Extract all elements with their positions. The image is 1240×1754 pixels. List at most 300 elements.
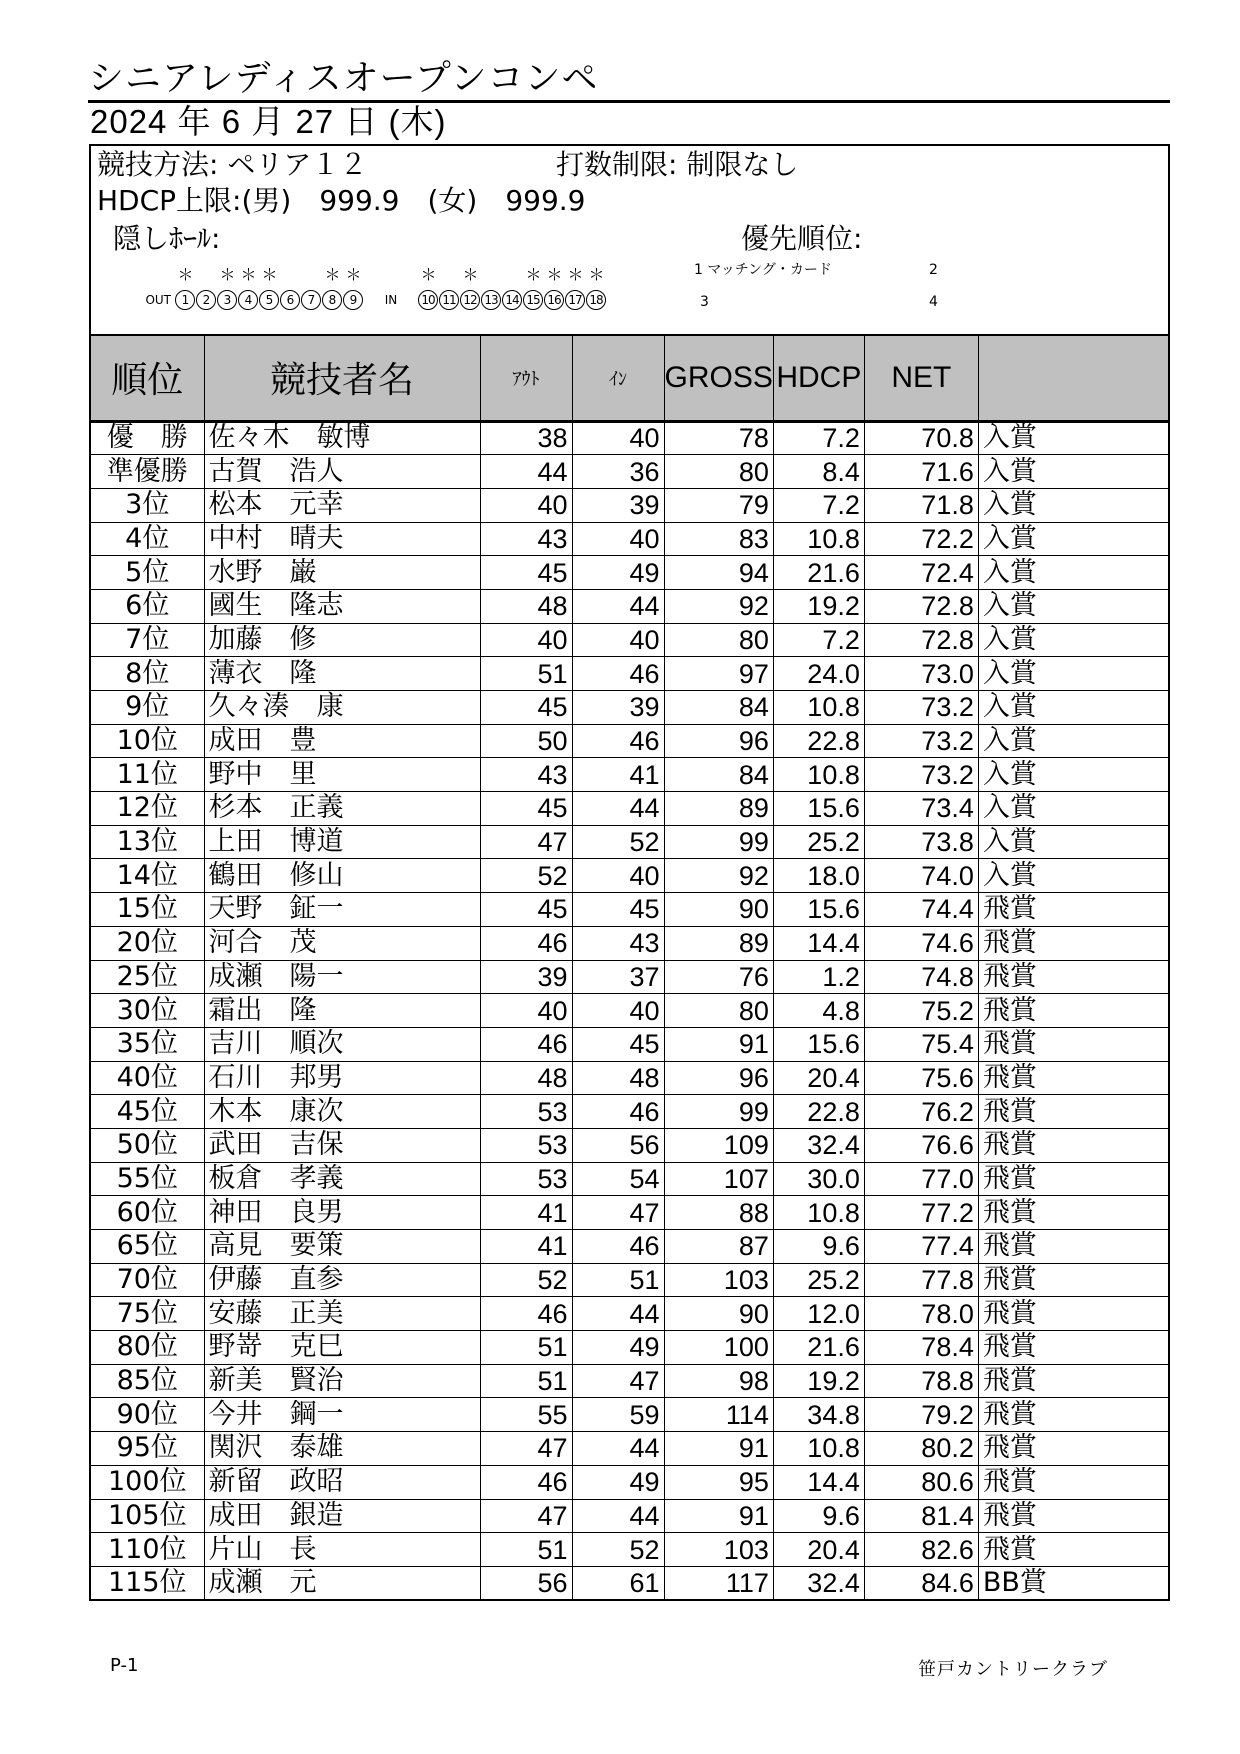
rank-cell: 80位	[90, 1331, 204, 1365]
table-row	[90, 455, 1169, 489]
table-row	[90, 556, 1169, 590]
name-cell: 天野 鉦一	[204, 893, 480, 927]
hdcp-value: 21.6	[773, 556, 864, 590]
name-cell: 安藤 正美	[204, 1297, 480, 1331]
hole-number: 17	[565, 290, 585, 310]
in-score: 41	[572, 758, 664, 792]
out-score: 52	[480, 1263, 572, 1297]
rank-cell: 5位	[90, 556, 204, 590]
award-cell: 入賞	[978, 859, 1169, 893]
hdcp-value: 20.4	[773, 1533, 864, 1567]
table-row	[90, 522, 1169, 556]
rank-cell: 55位	[90, 1162, 204, 1196]
hidden-hole-star-icon: ＊	[588, 265, 605, 284]
hole-number: 14	[502, 290, 522, 310]
in-score: 51	[572, 1263, 664, 1297]
gross-score: 99	[664, 1095, 773, 1129]
gross-score: 80	[664, 994, 773, 1028]
out-score: 48	[480, 1061, 572, 1095]
header-out: ｱｳﾄ	[480, 335, 572, 421]
hole-number: 5	[259, 290, 279, 310]
hdcp-value: 32.4	[773, 1566, 864, 1600]
rank-cell: 105位	[90, 1499, 204, 1533]
method-line	[97, 148, 367, 182]
in-score: 40	[572, 623, 664, 657]
name-cell: 古賀 浩人	[204, 455, 480, 489]
hdcp-value: 22.8	[773, 724, 864, 758]
hdcp-value: 15.6	[773, 1027, 864, 1061]
hdcp-value: 14.4	[773, 926, 864, 960]
hidden-holes-label: 隠しﾎｰﾙ:	[113, 222, 221, 255]
in-score: 46	[572, 724, 664, 758]
award-cell: 入賞	[978, 421, 1169, 455]
out-score: 45	[480, 691, 572, 725]
hdcp-value: 24.0	[773, 657, 864, 691]
out-score: 46	[480, 926, 572, 960]
name-cell: 神田 良男	[204, 1196, 480, 1230]
out-score: 53	[480, 1128, 572, 1162]
out-score: 41	[480, 1230, 572, 1264]
award-cell: 飛賞	[978, 1196, 1169, 1230]
table-row	[90, 1465, 1169, 1499]
award-cell: 入賞	[978, 724, 1169, 758]
in-score: 52	[572, 825, 664, 859]
table-row	[90, 724, 1169, 758]
hidden-hole-star-icon: ＊	[219, 265, 236, 284]
rank-cell: 11位	[90, 758, 204, 792]
in-score: 40	[572, 522, 664, 556]
club-name: 笹戸カントリークラブ	[918, 1659, 1108, 1680]
rank-cell: 優 勝	[90, 421, 204, 455]
hole-number: 13	[481, 290, 501, 310]
header-rank: 順位	[90, 335, 204, 421]
award-cell: 飛賞	[978, 1465, 1169, 1499]
net-score: 76.6	[864, 1128, 978, 1162]
hdcp-value: 10.8	[773, 1432, 864, 1466]
rank-cell: 15位	[90, 893, 204, 927]
rank-cell: 13位	[90, 825, 204, 859]
hdcp-value: 9.6	[773, 1230, 864, 1264]
gross-score: 95	[664, 1465, 773, 1499]
out-score: 48	[480, 589, 572, 623]
gross-score: 87	[664, 1230, 773, 1264]
table-row	[90, 1566, 1169, 1600]
rank-cell: 75位	[90, 1297, 204, 1331]
award-cell: 飛賞	[978, 1162, 1169, 1196]
award-cell: 入賞	[978, 825, 1169, 859]
out-score: 55	[480, 1398, 572, 1432]
rank-cell: 6位	[90, 589, 204, 623]
hdcp-value: 10.8	[773, 1196, 864, 1230]
net-score: 77.4	[864, 1230, 978, 1264]
hole-number: 1	[175, 290, 195, 310]
name-cell: 野中 里	[204, 758, 480, 792]
award-cell: 飛賞	[978, 1364, 1169, 1398]
net-score: 79.2	[864, 1398, 978, 1432]
priority-3: 3	[700, 294, 709, 310]
gross-score: 98	[664, 1364, 773, 1398]
hidden-hole-star-icon: ＊	[462, 265, 479, 284]
out-score: 51	[480, 1331, 572, 1365]
in-score: 46	[572, 657, 664, 691]
hidden-hole-star-icon: ＊	[177, 265, 194, 284]
hdcp-value: 21.6	[773, 1331, 864, 1365]
table-row	[90, 1095, 1169, 1129]
name-cell: 上田 博道	[204, 825, 480, 859]
name-cell: 成田 銀造	[204, 1499, 480, 1533]
hdcp-value: 7.2	[773, 623, 864, 657]
out-score: 46	[480, 1297, 572, 1331]
net-score: 81.4	[864, 1499, 978, 1533]
gross-score: 91	[664, 1499, 773, 1533]
gross-score: 96	[664, 724, 773, 758]
rank-cell: 90位	[90, 1398, 204, 1432]
hidden-hole-star-icon: ＊	[420, 265, 437, 284]
net-score: 82.6	[864, 1533, 978, 1567]
net-score: 78.8	[864, 1364, 978, 1398]
award-cell: BB賞	[978, 1566, 1169, 1600]
hidden-hole-markers	[145, 262, 607, 284]
net-score: 77.0	[864, 1162, 978, 1196]
net-score: 77.8	[864, 1263, 978, 1297]
net-score: 74.6	[864, 926, 978, 960]
rank-cell: 60位	[90, 1196, 204, 1230]
gross-score: 84	[664, 758, 773, 792]
rank-cell: 85位	[90, 1364, 204, 1398]
in-score: 37	[572, 960, 664, 994]
award-cell: 飛賞	[978, 1533, 1169, 1567]
hdcp-value: 20.4	[773, 1061, 864, 1095]
competition-info-box	[89, 144, 1170, 334]
name-cell: 霜出 隆	[204, 994, 480, 1028]
header-gross: GROSS	[664, 335, 773, 421]
table-row	[90, 994, 1169, 1028]
rank-cell: 25位	[90, 960, 204, 994]
table-row	[90, 1533, 1169, 1567]
award-cell: 飛賞	[978, 1061, 1169, 1095]
in-score: 44	[572, 1432, 664, 1466]
name-cell: 杉本 正義	[204, 792, 480, 826]
hidden-hole-star-icon: ＊	[324, 265, 341, 284]
gross-score: 96	[664, 1061, 773, 1095]
hdcp-value: 4.8	[773, 994, 864, 1028]
net-score: 77.2	[864, 1196, 978, 1230]
in-label: IN	[384, 293, 398, 307]
hdcp-value: 19.2	[773, 1364, 864, 1398]
in-score: 44	[572, 1499, 664, 1533]
net-score: 80.6	[864, 1465, 978, 1499]
hdcp-value: 19.2	[773, 589, 864, 623]
hole-number: 11	[439, 290, 459, 310]
in-score: 54	[572, 1162, 664, 1196]
priority-label: 優先順位:	[741, 222, 863, 255]
name-cell: 片山 長	[204, 1533, 480, 1567]
hdcp-value: 1.2	[773, 960, 864, 994]
hole-number: 7	[301, 290, 321, 310]
table-row	[90, 825, 1169, 859]
in-score: 46	[572, 1230, 664, 1264]
rank-cell: 12位	[90, 792, 204, 826]
out-score: 38	[480, 421, 572, 455]
in-score: 45	[572, 1027, 664, 1061]
table-row	[90, 589, 1169, 623]
rank-cell: 50位	[90, 1128, 204, 1162]
gross-score: 117	[664, 1566, 773, 1600]
rank-cell: 100位	[90, 1465, 204, 1499]
out-score: 56	[480, 1566, 572, 1600]
table-row	[90, 859, 1169, 893]
out-label: OUT	[145, 293, 171, 307]
out-score: 39	[480, 960, 572, 994]
net-score: 73.4	[864, 792, 978, 826]
page-title: シニアレディスオープンコンペ	[88, 58, 599, 99]
award-cell: 入賞	[978, 623, 1169, 657]
in-score: 61	[572, 1566, 664, 1600]
award-cell: 入賞	[978, 792, 1169, 826]
net-score: 73.2	[864, 724, 978, 758]
priority-1: 1 マッチング・カード	[694, 262, 832, 278]
award-cell: 入賞	[978, 758, 1169, 792]
in-score: 40	[572, 421, 664, 455]
net-score: 76.2	[864, 1095, 978, 1129]
name-cell: 佐々木 敏博	[204, 421, 480, 455]
rank-cell: 20位	[90, 926, 204, 960]
net-score: 70.8	[864, 421, 978, 455]
rank-cell: 10位	[90, 724, 204, 758]
in-score: 40	[572, 994, 664, 1028]
award-cell: 入賞	[978, 691, 1169, 725]
award-cell: 入賞	[978, 657, 1169, 691]
hole-number: 18	[586, 290, 606, 310]
hdcp-value: 7.2	[773, 421, 864, 455]
rank-cell: 70位	[90, 1263, 204, 1297]
hole-number: 12	[460, 290, 480, 310]
rank-cell: 9位	[90, 691, 204, 725]
rank-cell: 95位	[90, 1432, 204, 1466]
net-score: 78.4	[864, 1331, 978, 1365]
gross-score: 88	[664, 1196, 773, 1230]
in-score: 44	[572, 1297, 664, 1331]
table-row	[90, 1027, 1169, 1061]
in-score: 36	[572, 455, 664, 489]
gross-score: 103	[664, 1263, 773, 1297]
table-row	[90, 1499, 1169, 1533]
header-name: 競技者名	[204, 335, 480, 421]
gross-score: 103	[664, 1533, 773, 1567]
net-score: 73.8	[864, 825, 978, 859]
hole-number: 6	[280, 290, 300, 310]
out-score: 50	[480, 724, 572, 758]
award-cell: 入賞	[978, 488, 1169, 522]
hdcp-value: 9.6	[773, 1499, 864, 1533]
priority-4: 4	[929, 294, 938, 310]
rank-cell: 30位	[90, 994, 204, 1028]
header-in: ｲﾝ	[572, 335, 664, 421]
out-score: 51	[480, 657, 572, 691]
out-score: 46	[480, 1027, 572, 1061]
out-score: 47	[480, 1499, 572, 1533]
name-cell: 松本 元幸	[204, 488, 480, 522]
in-score: 39	[572, 691, 664, 725]
hole-number: 4	[238, 290, 258, 310]
out-score: 43	[480, 522, 572, 556]
award-cell: 飛賞	[978, 960, 1169, 994]
net-score: 73.2	[864, 691, 978, 725]
hdcp-value: 14.4	[773, 1465, 864, 1499]
gross-score: 97	[664, 657, 773, 691]
gross-score: 91	[664, 1027, 773, 1061]
hdcp-value: 10.8	[773, 691, 864, 725]
net-score: 72.2	[864, 522, 978, 556]
out-score: 47	[480, 825, 572, 859]
gross-score: 89	[664, 792, 773, 826]
in-score: 44	[572, 589, 664, 623]
name-cell: 伊藤 直参	[204, 1263, 480, 1297]
net-score: 72.8	[864, 589, 978, 623]
net-score: 84.6	[864, 1566, 978, 1600]
hdcp-value: 15.6	[773, 792, 864, 826]
net-score: 78.0	[864, 1297, 978, 1331]
table-row	[90, 488, 1169, 522]
out-score: 40	[480, 623, 572, 657]
out-score: 53	[480, 1095, 572, 1129]
award-cell: 入賞	[978, 556, 1169, 590]
table-row	[90, 960, 1169, 994]
award-cell: 飛賞	[978, 1263, 1169, 1297]
name-cell: 水野 巌	[204, 556, 480, 590]
net-score: 74.4	[864, 893, 978, 927]
net-score: 71.8	[864, 488, 978, 522]
hidden-hole-star-icon: ＊	[261, 265, 278, 284]
gross-score: 79	[664, 488, 773, 522]
award-cell: 飛賞	[978, 1128, 1169, 1162]
gross-score: 114	[664, 1398, 773, 1432]
rank-cell: 110位	[90, 1533, 204, 1567]
rank-cell: 115位	[90, 1566, 204, 1600]
award-cell: 飛賞	[978, 1230, 1169, 1264]
method-label: 競技方法:	[97, 148, 219, 181]
net-score: 75.6	[864, 1061, 978, 1095]
table-row	[90, 1128, 1169, 1162]
name-cell: 木本 康次	[204, 1095, 480, 1129]
name-cell: 國生 隆志	[204, 589, 480, 623]
gross-score: 100	[664, 1331, 773, 1365]
rank-cell: 4位	[90, 522, 204, 556]
hidden-hole-star-icon: ＊	[525, 265, 542, 284]
name-cell: 加藤 修	[204, 623, 480, 657]
header-award	[978, 335, 1169, 421]
gross-score: 94	[664, 556, 773, 590]
in-score: 49	[572, 1331, 664, 1365]
name-cell: 河合 茂	[204, 926, 480, 960]
gross-score: 90	[664, 1297, 773, 1331]
table-row	[90, 421, 1169, 455]
hdcp-value: 25.2	[773, 1263, 864, 1297]
net-score: 75.4	[864, 1027, 978, 1061]
out-score: 40	[480, 488, 572, 522]
name-cell: 板倉 孝義	[204, 1162, 480, 1196]
gross-score: 91	[664, 1432, 773, 1466]
gross-score: 80	[664, 455, 773, 489]
name-cell: 武田 吉保	[204, 1128, 480, 1162]
award-cell: 飛賞	[978, 994, 1169, 1028]
gross-score: 107	[664, 1162, 773, 1196]
table-row	[90, 1061, 1169, 1095]
in-score: 44	[572, 792, 664, 826]
name-cell: 久々湊 康	[204, 691, 480, 725]
hole-number: 10	[418, 290, 438, 310]
hdcp-value: 34.8	[773, 1398, 864, 1432]
award-cell: 飛賞	[978, 1432, 1169, 1466]
table-row	[90, 623, 1169, 657]
in-score: 47	[572, 1364, 664, 1398]
in-score: 59	[572, 1398, 664, 1432]
hdcp-value: 30.0	[773, 1162, 864, 1196]
rank-cell: 8位	[90, 657, 204, 691]
hole-number: 15	[523, 290, 543, 310]
hdcp-value: 18.0	[773, 859, 864, 893]
out-score: 44	[480, 455, 572, 489]
results-table	[89, 334, 1170, 1601]
hdcp-value: 25.2	[773, 825, 864, 859]
hdcp-value: 12.0	[773, 1297, 864, 1331]
gross-score: 89	[664, 926, 773, 960]
rank-cell: 35位	[90, 1027, 204, 1061]
in-score: 49	[572, 1465, 664, 1499]
hole-number: 3	[217, 290, 237, 310]
award-cell: 飛賞	[978, 1027, 1169, 1061]
out-score: 45	[480, 792, 572, 826]
name-cell: 鶴田 修山	[204, 859, 480, 893]
hdcp-value: 10.8	[773, 758, 864, 792]
stroke-limit-value: 制限なし	[686, 148, 799, 181]
hdcp-value: 32.4	[773, 1128, 864, 1162]
name-cell: 新留 政昭	[204, 1465, 480, 1499]
rank-cell: 14位	[90, 859, 204, 893]
gross-score: 84	[664, 691, 773, 725]
name-cell: 新美 賢治	[204, 1364, 480, 1398]
hdcp-limit: HDCP上限:(男) 999.9 (女) 999.9	[97, 184, 586, 217]
event-date: 2024 年 6 月 27 日 (木)	[90, 103, 447, 140]
stroke-limit-label: 打数制限:	[556, 148, 678, 181]
table-row	[90, 758, 1169, 792]
award-cell: 飛賞	[978, 1297, 1169, 1331]
hdcp-value: 10.8	[773, 522, 864, 556]
award-cell: 入賞	[978, 455, 1169, 489]
rank-cell: 3位	[90, 488, 204, 522]
in-score: 56	[572, 1128, 664, 1162]
gross-score: 99	[664, 825, 773, 859]
net-score: 73.2	[864, 758, 978, 792]
page-number: P-1	[110, 1655, 139, 1676]
out-score: 53	[480, 1162, 572, 1196]
in-score: 45	[572, 893, 664, 927]
out-score: 46	[480, 1465, 572, 1499]
table-row	[90, 1331, 1169, 1365]
name-cell: 薄衣 隆	[204, 657, 480, 691]
hole-number: 8	[322, 290, 342, 310]
header-net: NET	[864, 335, 978, 421]
hole-number: 16	[544, 290, 564, 310]
award-cell: 飛賞	[978, 1398, 1169, 1432]
out-score: 51	[480, 1533, 572, 1567]
in-score: 39	[572, 488, 664, 522]
stroke-limit-line	[556, 148, 798, 182]
hidden-hole-star-icon: ＊	[345, 265, 362, 284]
net-score: 75.2	[864, 994, 978, 1028]
out-score: 47	[480, 1432, 572, 1466]
hole-numbers	[145, 290, 607, 312]
